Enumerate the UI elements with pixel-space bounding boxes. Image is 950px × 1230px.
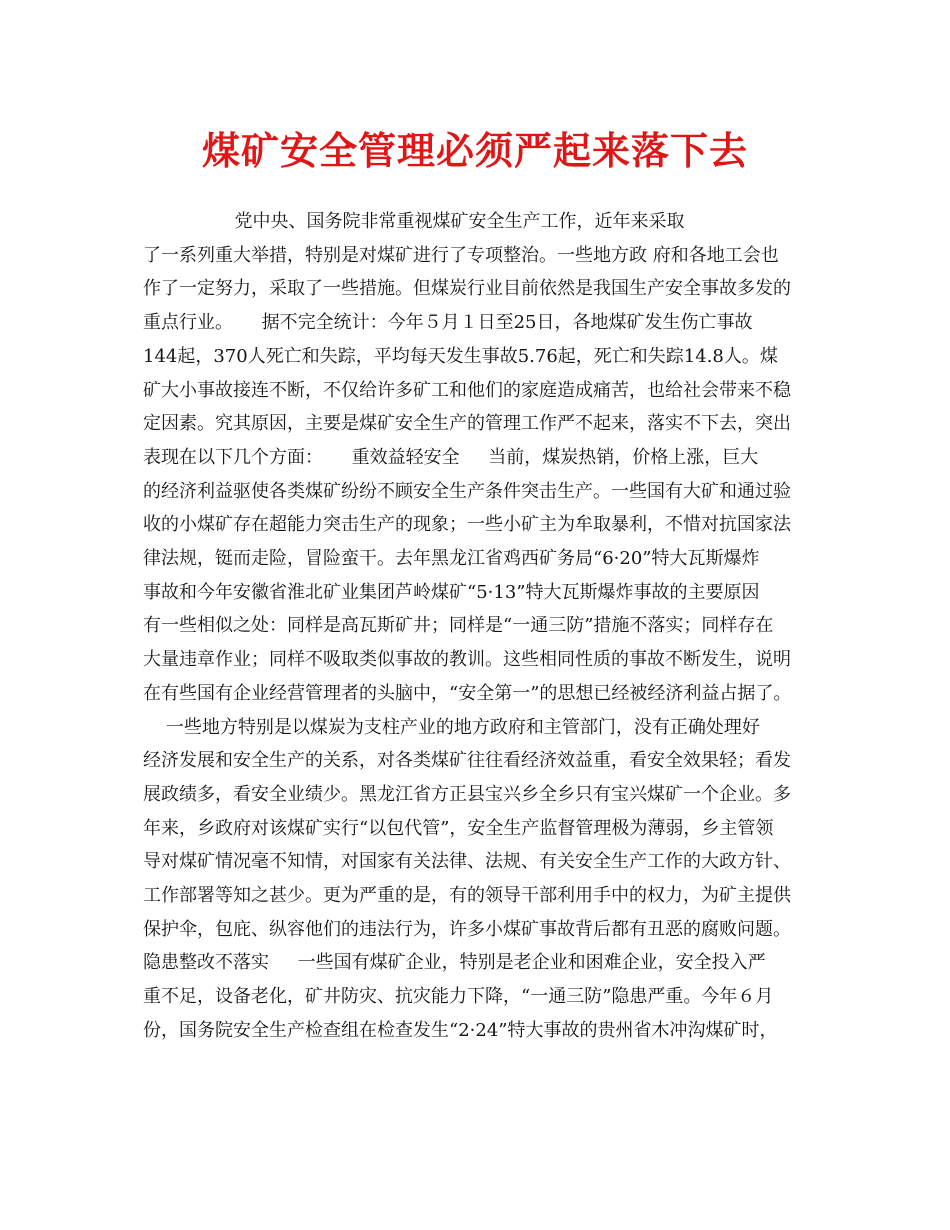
paragraph-line: 在有些国有企业经营管理者的头脑中，“安全第一”的思想已经被经济利益占据了。 xyxy=(143,682,792,704)
paragraph-line: 经济发展和安全生产的关系，对各类煤矿往往看经济效益重，看安全效果轻；看发 xyxy=(143,750,791,772)
paragraph-line: 144起，370人死亡和失踪，平均每天发生事故5.76起，死亡和失踪14.8人。煤 xyxy=(143,345,778,367)
paragraph-line: 定因素。究其原因，主要是煤矿安全生产的管理工作严不起来，落实不下去，突出 xyxy=(143,413,791,435)
paragraph-line: 导对煤矿情况毫不知情，对国家有关法律、法规、有关安全生产工作的大政方针、 xyxy=(143,851,791,873)
paragraph-line: 事故和今年安徽省淮北矿业集团芦岭煤矿“5·13”特大瓦斯爆炸事故的主要原因 xyxy=(143,581,760,603)
paragraph-line: 份，国务院安全生产检查组在检查发生“2·24”特大事故的贵州省木冲沟煤矿时， xyxy=(143,1019,778,1041)
paragraph-line: 作了一定努力，采取了一些措施。但煤炭行业目前依然是我国生产安全事故多发的 xyxy=(143,278,791,300)
paragraph-line: 了一系列重大举措，特别是对煤矿进行了专项整治。一些地方政 府和各地工会也 xyxy=(143,244,779,266)
paragraph-line: 表现在以下几个方面： 重效益轻安全 当前，煤炭热销，价格上涨，巨大 xyxy=(143,446,759,468)
paragraph-line: 党中央、国务院非常重视煤矿安全生产工作，近年来采取 xyxy=(143,211,685,232)
document-title: 煤矿安全管理必须严起来落下去 xyxy=(201,128,748,173)
paragraph-line: 隐患整改不落实 一些国有煤矿企业，特别是老企业和困难企业，安全投入严 xyxy=(143,952,766,974)
paragraph-line: 年来，乡政府对该煤矿实行“以包代管”，安全生产监督管理极为薄弱，乡主管领 xyxy=(143,817,774,839)
paragraph-line: 收的小煤矿存在超能力突击生产的现象；一些小矿主为牟取暴利，不惜对抗国家法 xyxy=(143,514,791,536)
paragraph-line: 工作部署等知之甚少。更为严重的是，有的领导干部利用手中的权力，为矿主提供 xyxy=(143,885,791,906)
paragraph-line: 矿大小事故接连不断，不仅给许多矿工和他们的家庭造成痛苦，也给社会带来不稳 xyxy=(143,379,791,401)
paragraph-line: 律法规，铤而走险，冒险蛮干。去年黑龙江省鸡西矿务局“6·20”特大瓦斯爆炸 xyxy=(143,548,760,569)
paragraph-line: 的经济利益驱使各类煤矿纷纷不顾安全生产条件突击生产。一些国有大矿和通过验 xyxy=(143,480,791,502)
paragraph-line: 有一些相似之处：同样是高瓦斯矿井；同样是“一通三防”措施不落实；同样存在 xyxy=(143,615,774,637)
paragraph-line: 一些地方特别是以煤炭为支柱产业的地方政府和主管部门，没有正确处理好 xyxy=(143,716,760,738)
paragraph-line: 大量违章作业；同样不吸取类似事故的教训。这些相同性质的事故不断发生，说明 xyxy=(143,649,791,671)
paragraph-line: 展政绩多，看安全业绩少。黑龙江省方正县宝兴乡全乡只有宝兴煤矿一个企业。多 xyxy=(143,783,791,805)
paragraph-line: 重点行业。 据不完全统计：今年５月１日至25日，各地煤矿发生伤亡事故 xyxy=(143,312,753,334)
paragraph-line: 重不足，设备老化，矿井防灾、抗灾能力下降，“一通三防”隐患严重。今年６月 xyxy=(143,986,774,1008)
paragraph-line: 保护伞，包庇、纵容他们的违法行为，许多小煤矿事故背后都有丑恶的腐败问题。 xyxy=(143,918,791,940)
